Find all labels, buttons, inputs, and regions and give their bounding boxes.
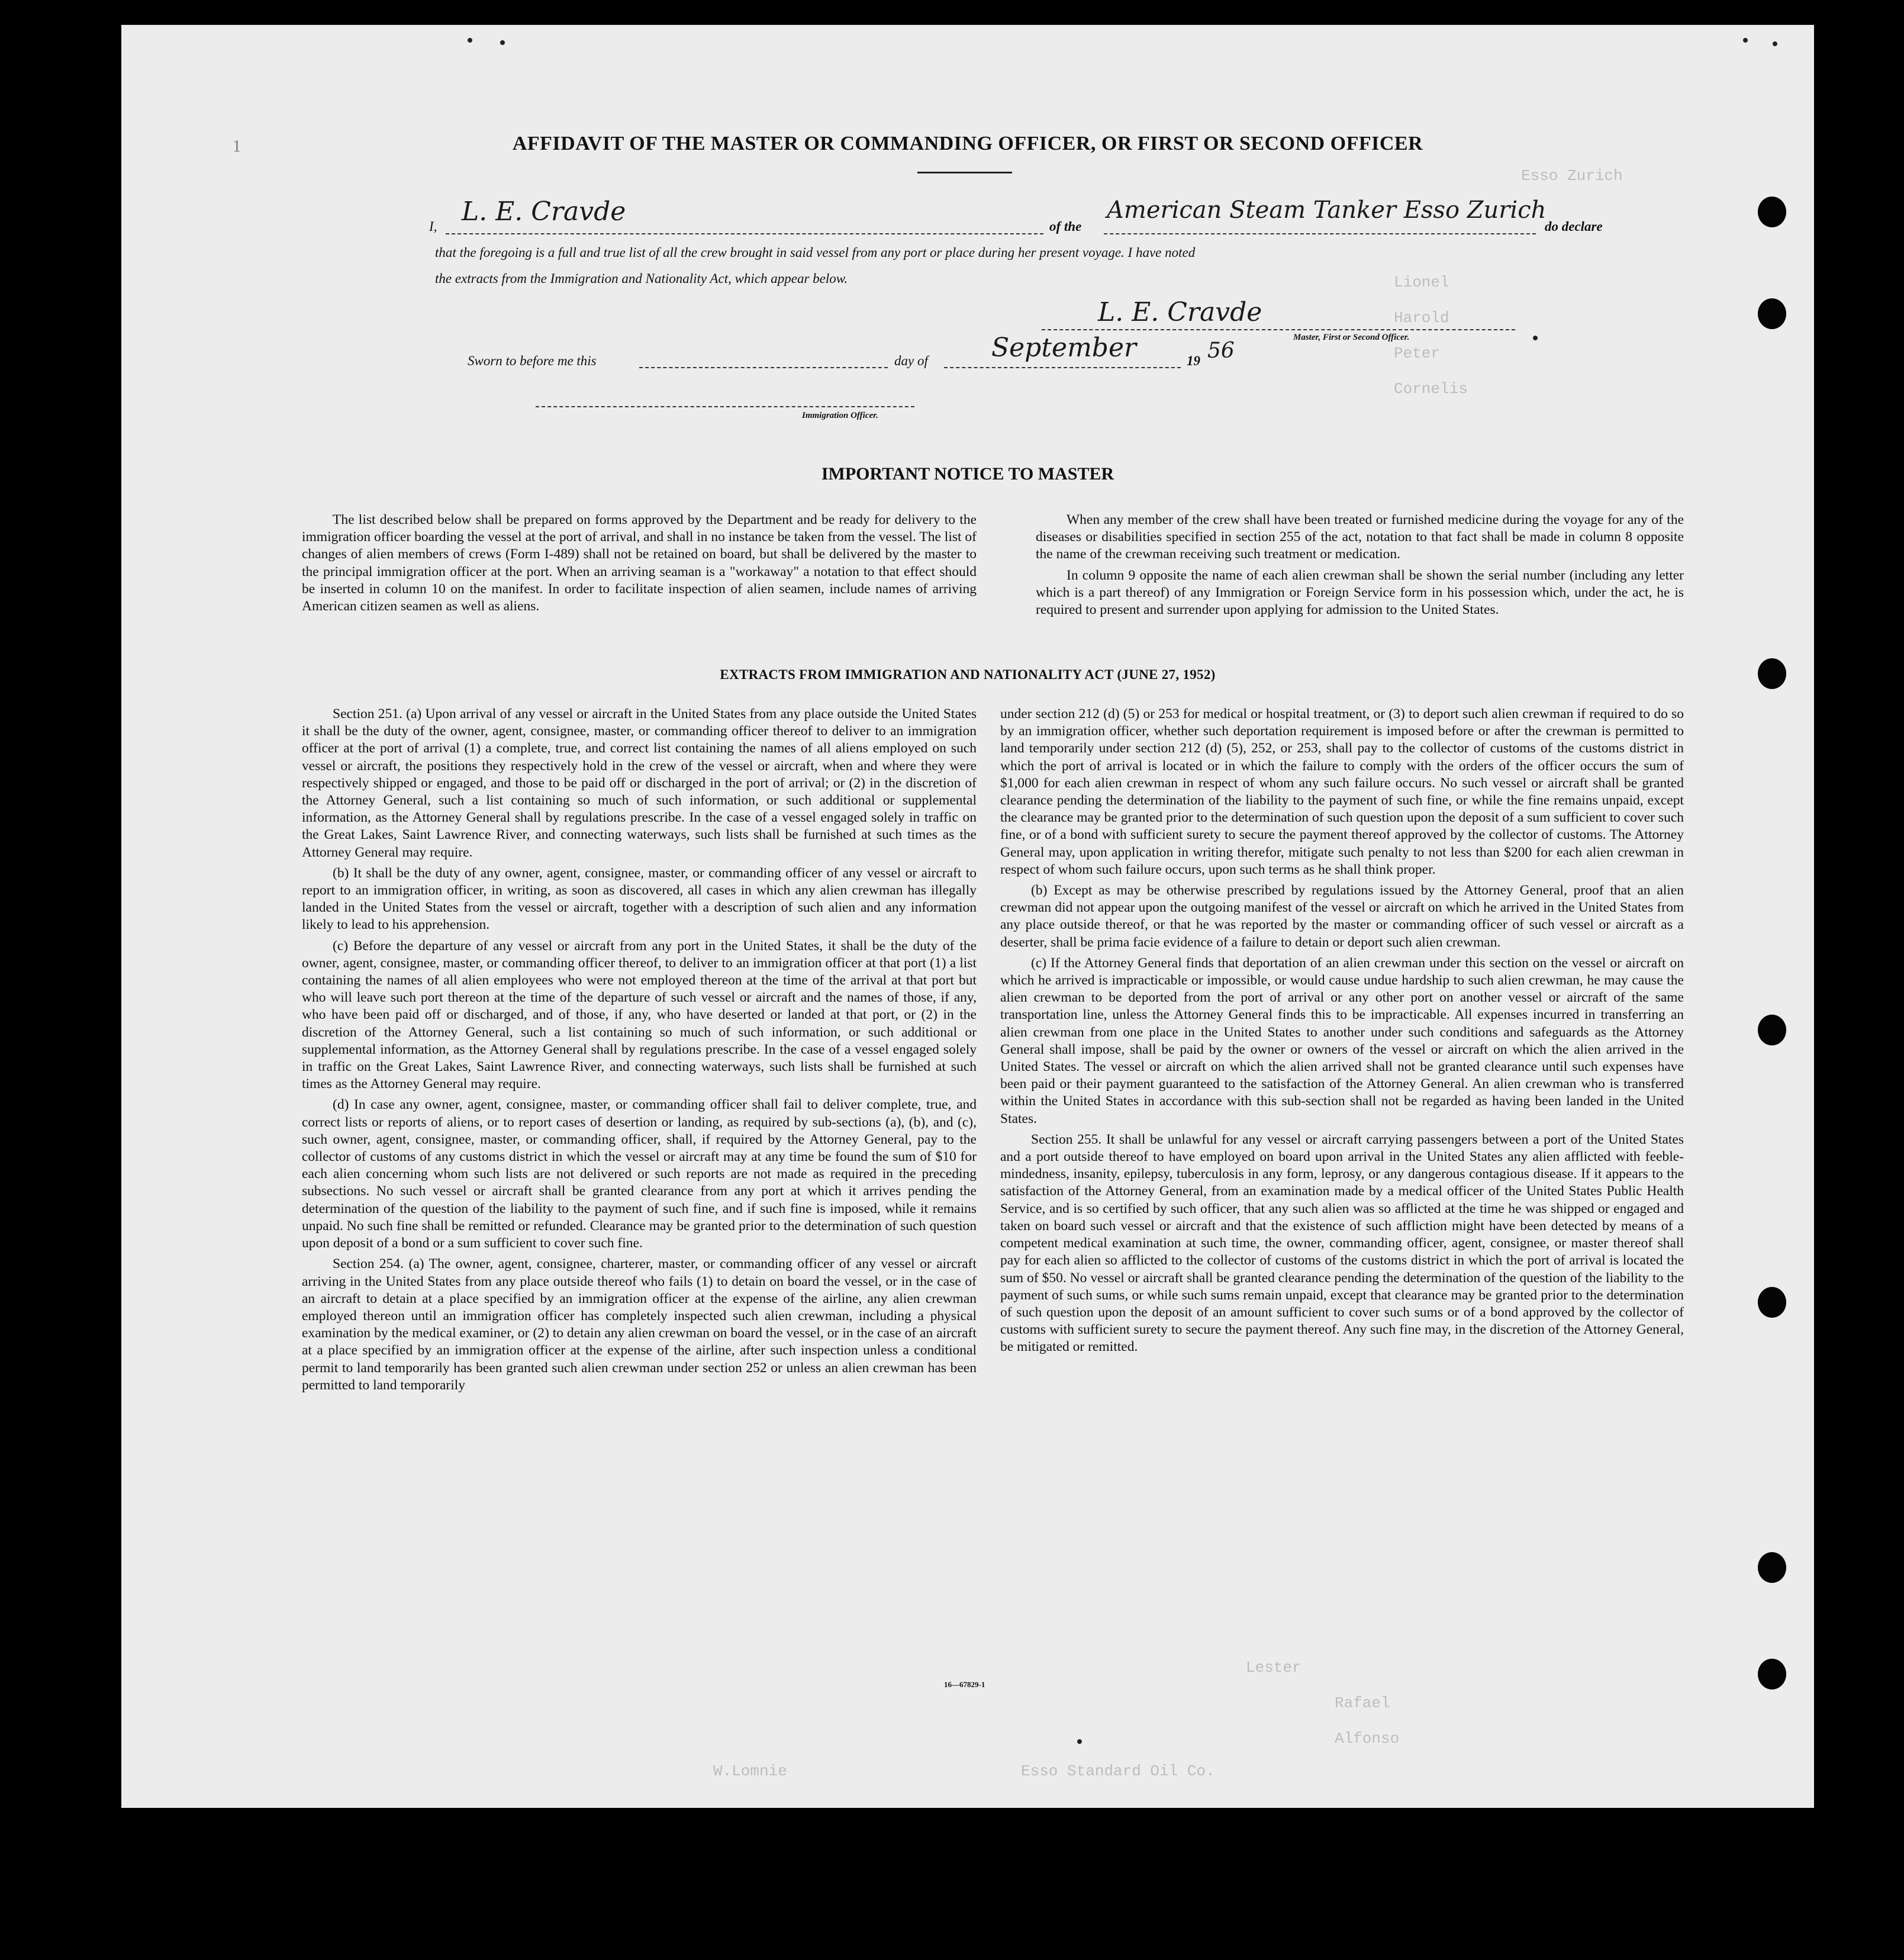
punch-hole [1758, 1287, 1786, 1318]
extracts-right-column [1000, 706, 1684, 1360]
document-page [121, 25, 1814, 1808]
act-paragraph: (c) Before the departure of any vessel or aircraft from any port in the United States, it shall be the duty of the owner, agent, consignee, master, or commanding officer thereof, to deliver to an immigration officer at that port (1) a list containing the names of all alien employees who were not employed thereon at the time of the arrival at that port but who will leave such port thereon at the time of the departure of such vessel or aircraft and the names of those, if any, who have been paid off or discharged, and of those, if any, who have deserted or landed at that port, or (2) in the discretion of the Attorney General, such a list containing so much of such information, or such additional or supplemental information, as the Attorney General shall by regulations prescribe. In the case of a vessel engaged solely in traffic on the Great Lakes, Saint Lawrence River, and connecting waterways, such lists shall be furnished at such times as the Attorney General may require. [302, 938, 977, 1092]
notice-title: IMPORTANT NOTICE TO MASTER [821, 464, 1114, 484]
extracts-left-column [302, 706, 977, 1398]
do-declare-label: do declare [1545, 219, 1603, 234]
extracts-title: EXTRACTS FROM IMMIGRATION AND NATIONALITY ACT (JUNE 27, 1952) [720, 667, 1216, 682]
page-mark: 1 [233, 137, 241, 156]
day-of-label: day of [894, 353, 928, 368]
speck [1533, 336, 1538, 340]
punch-hole [1758, 1552, 1786, 1583]
signer-handwriting: L. E. Cravde [462, 197, 626, 227]
speck [468, 38, 472, 43]
signature-handwriting: L. E. Cravde [1098, 297, 1262, 327]
ghost-text: Alfonso [1335, 1730, 1400, 1747]
year-prefix: 19 [1187, 353, 1200, 368]
speck [1743, 38, 1748, 43]
notice-left-column [302, 511, 977, 619]
act-paragraph: (b) It shall be the duty of any owner, agent, consignee, master, or commanding officer of any vessel or aircraft to report to an immigration officer, in writing, as soon as discovered, all cases in which any alien crewman has illegally landed in the United States from the vessel or aircraft, together with a description of such alien and any information likely to lead to his apprehension. [302, 865, 977, 933]
month-blank [944, 367, 1181, 368]
speck [1773, 41, 1777, 46]
punch-hole [1758, 658, 1786, 689]
affidavit-title: AFFIDAVIT OF THE MASTER OR COMMANDING OFFICER, OR FIRST OR SECOND OFFICER [512, 133, 1423, 155]
officer-blank [536, 406, 914, 407]
month-handwriting: September [991, 333, 1137, 363]
year-handwriting: 56 [1207, 339, 1235, 363]
ghost-text: Esso Zurich [1521, 167, 1623, 185]
speck [1077, 1739, 1082, 1744]
title-rule [917, 172, 1012, 173]
act-paragraph: (b) Except as may be otherwise prescribed by regulations issued by the Attorney General, proof that an alien crewman did not appear upon the outgoing manifest of the vessel or aircraft on which he arrived in the United States from any place outside thereof, or that he was reported by the master or commanding officer of such vessel or aircraft as a deserter, shall be prima facie evidence of a failure to detain or deport such alien crewman. [1000, 883, 1684, 950]
signature-caption: Master, First or Second Officer. [1293, 333, 1410, 342]
affidavit-line-3: the extracts from the Immigration and Nationality Act, which appear below. [435, 271, 848, 286]
officer-caption: Immigration Officer. [802, 411, 878, 420]
act-paragraph: Section 254. (a) The owner, agent, consignee, charterer, master, or commanding officer of any vessel or aircraft arriving in the United States from any place outside thereof who fails (1) to detain on board the vessel, or in the case of an aircraft to detain at a place specified by an immigration officer at the expense of the airline, any alien crewman employed thereon until an immigration officer has completely inspected such alien crewman, including a physical examination by the medical examiner, or (2) to detain any alien crewman on board the vessel, or in the case of an aircraft at a place specified by an immigration officer at the expense of the airline, after such inspection unless a conditional permit to land temporarily has been granted such alien crewman under section 252 or unless an alien crewman has been permitted to land temporarily [302, 1256, 977, 1393]
notice-paragraph: When any member of the crew shall have been treated or furnished medicine during the voyage for any of the diseases or disabilities specified in section 255 of the act, notation to that fact shall be made in column 8 opposite the name of the crewman receiving such treatment or medication. [1036, 512, 1684, 562]
act-paragraph: Section 251. (a) Upon arrival of any vessel or aircraft in the United States from any place outside the United States it shall be the duty of the owner, agent, consignee, master, or commanding officer thereof to deliver to an immigration officer at the port of arrival (1) a complete, true, and correct list containing the names of all aliens employed on such vessel or aircraft, the positions they respectively hold in the crew of the vessel or aircraft, when and where they were respectively shipped or engaged, and those to be paid off or discharged in the port of arrival; or (2) in the discretion of the Attorney General, such a list containing so much of such information, or such additional or supplemental information, as the Attorney General shall by regulations prescribe. In the case of a vessel engaged solely in traffic on the Great Lakes, Saint Lawrence River, and connecting waterways, such lists shall be furnished at such times as the Attorney General may require. [302, 706, 977, 860]
act-paragraph: Section 255. It shall be unlawful for any vessel or aircraft carrying passengers between a port of the United States and a port outside thereof to have employed on board upon arrival in the United States any alien afflicted with feeble-mindedness, insanity, epilepsy, tuberculosis in any form, leprosy, or any dangerous contagious disease. If it appears to the satisfaction of the Attorney General, from an examination made by a medical officer of the United States Public Health Service, and is so certified by such officer, that any such alien was so afflicted at the time he was shipped or engaged and taken on board such vessel or aircraft and that the existence of such affliction might have been detected by means of a competent medical examination at such time, the owner, commanding officer, agent, consignee, or master thereof shall pay for each alien so afflicted to the collector of customs of the customs district in which the port of arrival is located the sum of $50. No vessel or aircraft shall be granted clearance pending the determination of the question of the liability to the payment of such sums, or while such sums remain unpaid, except that clearance may be granted prior to the determination of such question upon the deposit of an amount sufficient to cover such sums or of a bond approved by the collector of customs with sufficient surety to secure the payment thereof. Any such fine may, in the discretion of the Attorney General, be mitigated or remitted. [1000, 1131, 1684, 1355]
name-blank [446, 233, 1043, 234]
ghost-text: Harold [1394, 309, 1449, 327]
ghost-text: Lester [1246, 1659, 1301, 1676]
speck [500, 40, 505, 45]
punch-hole [1758, 1015, 1786, 1045]
ghost-text: Rafael [1335, 1694, 1390, 1712]
punch-hole [1758, 197, 1786, 227]
signature-blank [1042, 329, 1515, 330]
ghost-text: Peter [1394, 345, 1441, 362]
act-paragraph: under section 212 (d) (5) or 253 for medical or hospital treatment, or (3) to deport such alien crewman if required to do so by an immigration officer, whether such deportation requirement is imposed before or after the crewman is permitted to land temporarily under section 212 (d) (5), 252, or 253, shall pay to the collector of customs of the customs district in which the port of arrival is located or in which the failure to comply with the orders of the officer occurs the sum of $1,000 for each alien crewman in respect of whom any such failure occurs. No such vessel or aircraft shall be granted clearance pending the determination of the liability to the payment of such fine, or while the fine remains unpaid, except the clearance may be granted prior to the determination of such question upon the deposit of a sum sufficient to cover such fine, or of a bond with sufficient surety to secure the payment thereof approved by the collector of customs. The Attorney General may, upon application in writing therefor, mitigate such penalty to not less than $200 for each alien crewman in respect of whom such failure occurs, upon such terms as he shall think proper. [1000, 706, 1684, 877]
form-code: 16—67829-1 [944, 1680, 985, 1689]
punch-hole [1758, 1659, 1786, 1689]
notice-right-column [1036, 511, 1684, 622]
sworn-label: Sworn to before me this [468, 353, 597, 368]
day-blank [639, 367, 888, 368]
ghost-text: Cornelis [1394, 380, 1468, 398]
ghost-text: W.Lomnie [713, 1762, 787, 1780]
ghost-text: Esso Standard Oil Co. [1021, 1762, 1215, 1780]
punch-hole [1758, 298, 1786, 329]
of-the-label: of the [1049, 219, 1082, 234]
act-paragraph: (d) In case any owner, agent, consignee, master, or commanding officer shall fail to deliver complete, true, and correct lists or reports of aliens, or to report cases of desertion or landing, as required by sub-sections (a), (b), and (c), such owner, agent, consignee, master, or commanding officer, shall, if required by the Attorney General, pay to the collector of customs of any customs district in which the vessel or aircraft may at any time be found the sum of $10 for each alien concerning whom such lists are not delivered or such reports are not made as required in the preceding subsections. No such vessel or aircraft shall be granted clearance from any port at which it arrives pending the determination of the question of the liability to the payment of such fine, and if such fine is imposed, while it remains unpaid. No such fine shall be remitted or refunded. Clearance may be granted prior to the determination of such question upon deposit of a bond or a sum sufficient to cover such fine. [302, 1097, 977, 1251]
affidavit-prefix: I, [429, 219, 437, 234]
affidavit-line-2: that the foregoing is a full and true list of all the crew brought in said vessel from any port or place during her present voyage. I have noted [435, 245, 1196, 260]
vessel-handwriting: American Steam Tanker Esso Zurich [1107, 197, 1547, 224]
vessel-blank [1104, 233, 1536, 234]
ghost-text: Lionel [1394, 273, 1449, 291]
notice-paragraph: The list described below shall be prepared on forms approved by the Department and be ready for delivery to the immigration officer boarding the vessel at the port of arrival, and shall in no instance be taken from the vessel. The list of changes of alien members of crews (Form I-489) shall not be retained on board, but shall be delivered by the master to the principal immigration officer at the port. When an arriving seaman is a "workaway" a notation to that effect should be inserted in column 10 on the manifest. In order to facilitate inspection of alien seamen, include names of arriving American citizen seamen as well as aliens. [302, 512, 977, 614]
act-paragraph: (c) If the Attorney General finds that deportation of an alien crewman under this section on the vessel or aircraft on which he arrived is impracticable or impossible, or would cause undue hardship to such alien crewman, he may cause the alien crewman to be deported from the port of arrival or any other port on another vessel or aircraft of the same transportation line, unless the Attorney General finds this to be impracticable. All expenses incurred in transferring an alien crewman from one place in the United States to another under such conditions and safeguards as the Attorney General shall impose, shall be paid by the owner or owners of the vessel or aircraft on which the alien arrived in the United States. The vessel or aircraft on which the alien arrived shall not be granted clearance until such expenses have been paid or their payment guaranteed to the satisfaction of the Attorney General. An alien crewman who is transferred within the United States in accordance with this sub-section shall not be regarded as having been landed in the United States. [1000, 955, 1684, 1127]
notice-paragraph: In column 9 opposite the name of each alien crewman shall be shown the serial number (including any letter which is a part thereof) of any Immigration or Foreign Service form in his possession which, under the act, he is required to present and surrender upon applying for admission to the United States. [1036, 567, 1684, 618]
